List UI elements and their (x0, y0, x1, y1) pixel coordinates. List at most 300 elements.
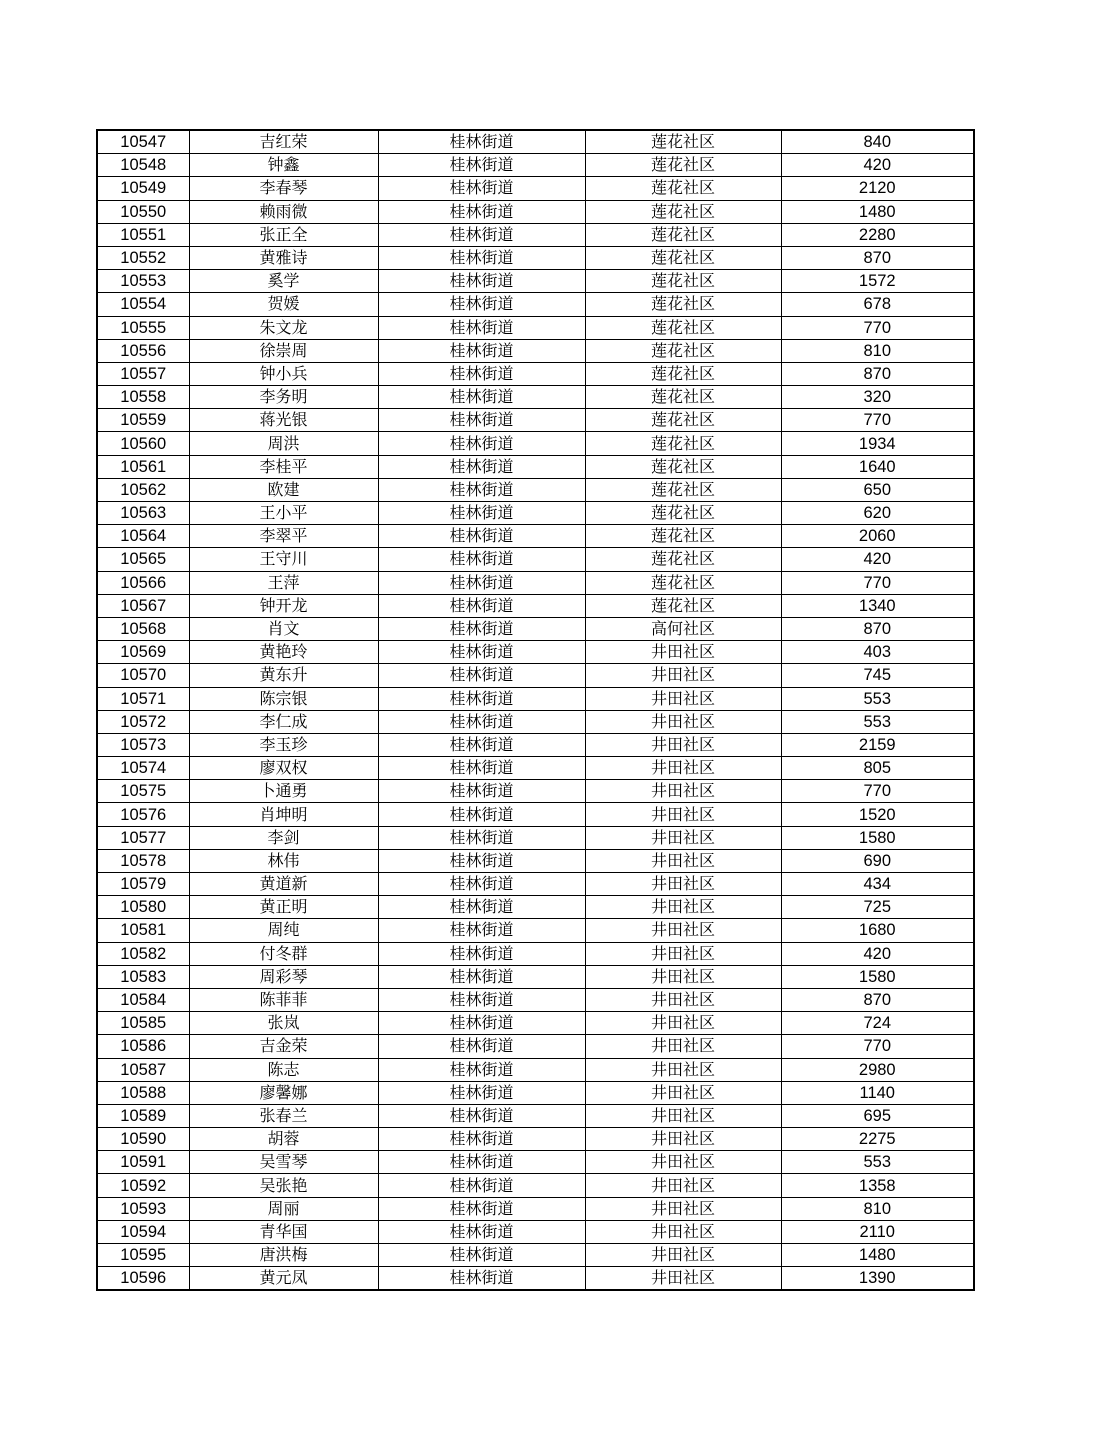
record-id-cell: 10574 (97, 757, 189, 780)
name-cell: 廖双权 (189, 757, 378, 780)
record-id-cell: 10556 (97, 339, 189, 362)
amount-cell: 420 (781, 548, 974, 571)
amount-cell: 1934 (781, 432, 974, 455)
community-cell: 莲花社区 (585, 130, 781, 154)
amount-cell: 553 (781, 687, 974, 710)
record-id-cell: 10566 (97, 571, 189, 594)
table-row (97, 849, 974, 872)
table-row (97, 896, 974, 919)
table-row (97, 780, 974, 803)
amount-cell: 2120 (781, 177, 974, 200)
amount-cell: 2060 (781, 525, 974, 548)
amount-cell: 1480 (781, 200, 974, 223)
table-row (97, 1012, 974, 1035)
record-id-cell: 10550 (97, 200, 189, 223)
name-cell: 黄东升 (189, 664, 378, 687)
street-cell: 桂林街道 (378, 478, 585, 501)
community-cell: 井田社区 (585, 1104, 781, 1127)
name-cell: 吴张艳 (189, 1174, 378, 1197)
street-cell: 桂林街道 (378, 246, 585, 269)
street-cell: 桂林街道 (378, 502, 585, 525)
community-cell: 莲花社区 (585, 177, 781, 200)
amount-cell: 745 (781, 664, 974, 687)
name-cell: 李剑 (189, 826, 378, 849)
record-id-cell: 10593 (97, 1197, 189, 1220)
record-id-cell: 10594 (97, 1220, 189, 1243)
community-cell: 井田社区 (585, 965, 781, 988)
community-cell: 井田社区 (585, 988, 781, 1011)
street-cell: 桂林街道 (378, 525, 585, 548)
record-id-cell: 10569 (97, 641, 189, 664)
community-cell: 莲花社区 (585, 432, 781, 455)
community-cell: 莲花社区 (585, 594, 781, 617)
community-cell: 井田社区 (585, 942, 781, 965)
street-cell: 桂林街道 (378, 826, 585, 849)
amount-cell: 553 (781, 1151, 974, 1174)
amount-cell: 870 (781, 617, 974, 640)
amount-cell: 2275 (781, 1128, 974, 1151)
amount-cell: 678 (781, 293, 974, 316)
table-row (97, 571, 974, 594)
community-cell: 井田社区 (585, 1081, 781, 1104)
community-cell: 高何社区 (585, 617, 781, 640)
community-cell: 莲花社区 (585, 478, 781, 501)
amount-cell: 1640 (781, 455, 974, 478)
record-id-cell: 10585 (97, 1012, 189, 1035)
community-cell: 莲花社区 (585, 293, 781, 316)
community-cell: 井田社区 (585, 1058, 781, 1081)
street-cell: 桂林街道 (378, 1197, 585, 1220)
street-cell: 桂林街道 (378, 710, 585, 733)
street-cell: 桂林街道 (378, 1081, 585, 1104)
name-cell: 黄艳玲 (189, 641, 378, 664)
community-cell: 井田社区 (585, 641, 781, 664)
street-cell: 桂林街道 (378, 1267, 585, 1291)
street-cell: 桂林街道 (378, 200, 585, 223)
name-cell: 黄雅诗 (189, 246, 378, 269)
amount-cell: 1358 (781, 1174, 974, 1197)
table-row (97, 293, 974, 316)
table-row (97, 432, 974, 455)
street-cell: 桂林街道 (378, 896, 585, 919)
community-cell: 井田社区 (585, 1035, 781, 1058)
record-id-cell: 10547 (97, 130, 189, 154)
record-id-cell: 10575 (97, 780, 189, 803)
amount-cell: 320 (781, 386, 974, 409)
community-cell: 莲花社区 (585, 246, 781, 269)
street-cell: 桂林街道 (378, 687, 585, 710)
name-cell: 陈宗银 (189, 687, 378, 710)
street-cell: 桂林街道 (378, 1058, 585, 1081)
name-cell: 林伟 (189, 849, 378, 872)
name-cell: 王小平 (189, 502, 378, 525)
table-row (97, 1035, 974, 1058)
record-id-cell: 10570 (97, 664, 189, 687)
street-cell: 桂林街道 (378, 942, 585, 965)
amount-cell: 650 (781, 478, 974, 501)
street-cell: 桂林街道 (378, 1104, 585, 1127)
name-cell: 张岚 (189, 1012, 378, 1035)
street-cell: 桂林街道 (378, 919, 585, 942)
amount-cell: 420 (781, 154, 974, 177)
record-id-cell: 10590 (97, 1128, 189, 1151)
table-row (97, 200, 974, 223)
community-cell: 井田社区 (585, 1197, 781, 1220)
name-cell: 李翠平 (189, 525, 378, 548)
amount-cell: 870 (781, 246, 974, 269)
record-id-cell: 10555 (97, 316, 189, 339)
name-cell: 朱文龙 (189, 316, 378, 339)
name-cell: 吉红荣 (189, 130, 378, 154)
amount-cell: 1480 (781, 1244, 974, 1267)
name-cell: 王守川 (189, 548, 378, 571)
table-row (97, 617, 974, 640)
community-cell: 井田社区 (585, 1012, 781, 1035)
name-cell: 赖雨微 (189, 200, 378, 223)
name-cell: 蒋光银 (189, 409, 378, 432)
community-cell: 莲花社区 (585, 200, 781, 223)
amount-cell: 434 (781, 873, 974, 896)
table-row (97, 409, 974, 432)
street-cell: 桂林街道 (378, 386, 585, 409)
table-row (97, 246, 974, 269)
community-cell: 莲花社区 (585, 339, 781, 362)
table-row (97, 733, 974, 756)
table-row (97, 919, 974, 942)
record-id-cell: 10572 (97, 710, 189, 733)
street-cell: 桂林街道 (378, 965, 585, 988)
record-id-cell: 10562 (97, 478, 189, 501)
name-cell: 欧建 (189, 478, 378, 501)
name-cell: 黄元凤 (189, 1267, 378, 1291)
record-id-cell: 10595 (97, 1244, 189, 1267)
table-row (97, 1220, 974, 1243)
amount-cell: 2980 (781, 1058, 974, 1081)
amount-cell: 805 (781, 757, 974, 780)
name-cell: 肖坤明 (189, 803, 378, 826)
name-cell: 陈志 (189, 1058, 378, 1081)
amount-cell: 620 (781, 502, 974, 525)
community-cell: 莲花社区 (585, 316, 781, 339)
record-id-cell: 10564 (97, 525, 189, 548)
community-cell: 井田社区 (585, 780, 781, 803)
community-cell: 井田社区 (585, 896, 781, 919)
record-id-cell: 10565 (97, 548, 189, 571)
amount-cell: 770 (781, 316, 974, 339)
amount-cell: 770 (781, 409, 974, 432)
name-cell: 徐崇周 (189, 339, 378, 362)
name-cell: 钟开龙 (189, 594, 378, 617)
amount-cell: 724 (781, 1012, 974, 1035)
table-row (97, 1081, 974, 1104)
amount-cell: 1680 (781, 919, 974, 942)
street-cell: 桂林街道 (378, 803, 585, 826)
community-cell: 井田社区 (585, 687, 781, 710)
amount-cell: 1340 (781, 594, 974, 617)
table-row (97, 965, 974, 988)
record-id-cell: 10589 (97, 1104, 189, 1127)
name-cell: 李桂平 (189, 455, 378, 478)
table-row (97, 826, 974, 849)
name-cell: 奚学 (189, 270, 378, 293)
community-cell: 莲花社区 (585, 362, 781, 385)
name-cell: 肖文 (189, 617, 378, 640)
street-cell: 桂林街道 (378, 571, 585, 594)
table-row (97, 130, 974, 154)
amount-cell: 1390 (781, 1267, 974, 1291)
name-cell: 张正全 (189, 223, 378, 246)
community-cell: 井田社区 (585, 1244, 781, 1267)
record-id-cell: 10577 (97, 826, 189, 849)
community-cell: 井田社区 (585, 803, 781, 826)
table-row (97, 988, 974, 1011)
name-cell: 廖馨娜 (189, 1081, 378, 1104)
community-cell: 莲花社区 (585, 525, 781, 548)
table-row (97, 664, 974, 687)
street-cell: 桂林街道 (378, 130, 585, 154)
community-cell: 井田社区 (585, 664, 781, 687)
street-cell: 桂林街道 (378, 409, 585, 432)
record-id-cell: 10578 (97, 849, 189, 872)
community-cell: 莲花社区 (585, 409, 781, 432)
community-cell: 莲花社区 (585, 502, 781, 525)
table-row (97, 1267, 974, 1291)
amount-cell: 1580 (781, 826, 974, 849)
street-cell: 桂林街道 (378, 316, 585, 339)
record-id-cell: 10551 (97, 223, 189, 246)
name-cell: 周洪 (189, 432, 378, 455)
record-id-cell: 10592 (97, 1174, 189, 1197)
street-cell: 桂林街道 (378, 548, 585, 571)
table-row (97, 1244, 974, 1267)
community-cell: 井田社区 (585, 1174, 781, 1197)
table-row (97, 502, 974, 525)
street-cell: 桂林街道 (378, 270, 585, 293)
community-cell: 莲花社区 (585, 571, 781, 594)
table-row (97, 1151, 974, 1174)
street-cell: 桂林街道 (378, 664, 585, 687)
table-row (97, 1197, 974, 1220)
table-row (97, 154, 974, 177)
amount-cell: 770 (781, 1035, 974, 1058)
record-id-cell: 10571 (97, 687, 189, 710)
amount-cell: 840 (781, 130, 974, 154)
community-cell: 井田社区 (585, 849, 781, 872)
community-cell: 井田社区 (585, 757, 781, 780)
street-cell: 桂林街道 (378, 594, 585, 617)
street-cell: 桂林街道 (378, 432, 585, 455)
amount-cell: 1140 (781, 1081, 974, 1104)
table-row (97, 177, 974, 200)
record-id-cell: 10588 (97, 1081, 189, 1104)
community-cell: 莲花社区 (585, 154, 781, 177)
record-id-cell: 10580 (97, 896, 189, 919)
name-cell: 李春琴 (189, 177, 378, 200)
name-cell: 吉金荣 (189, 1035, 378, 1058)
community-cell: 莲花社区 (585, 223, 781, 246)
table-row (97, 641, 974, 664)
name-cell: 卜通勇 (189, 780, 378, 803)
record-id-cell: 10553 (97, 270, 189, 293)
name-cell: 周彩琴 (189, 965, 378, 988)
name-cell: 贺媛 (189, 293, 378, 316)
street-cell: 桂林街道 (378, 154, 585, 177)
table-row (97, 478, 974, 501)
record-id-cell: 10552 (97, 246, 189, 269)
community-cell: 莲花社区 (585, 455, 781, 478)
name-cell: 李玉珍 (189, 733, 378, 756)
community-cell: 井田社区 (585, 710, 781, 733)
table-row (97, 455, 974, 478)
table-body (97, 130, 974, 1290)
table-row (97, 1058, 974, 1081)
table-row (97, 525, 974, 548)
record-id-cell: 10554 (97, 293, 189, 316)
community-cell: 井田社区 (585, 919, 781, 942)
table-row (97, 316, 974, 339)
street-cell: 桂林街道 (378, 223, 585, 246)
name-cell: 李仁成 (189, 710, 378, 733)
name-cell: 青华国 (189, 1220, 378, 1243)
record-id-cell: 10558 (97, 386, 189, 409)
table-row (97, 386, 974, 409)
amount-cell: 553 (781, 710, 974, 733)
name-cell: 胡蓉 (189, 1128, 378, 1151)
amount-cell: 420 (781, 942, 974, 965)
community-cell: 井田社区 (585, 1128, 781, 1151)
amount-cell: 1572 (781, 270, 974, 293)
amount-cell: 725 (781, 896, 974, 919)
record-id-cell: 10548 (97, 154, 189, 177)
amount-cell: 2159 (781, 733, 974, 756)
record-id-cell: 10560 (97, 432, 189, 455)
street-cell: 桂林街道 (378, 733, 585, 756)
record-id-cell: 10557 (97, 362, 189, 385)
community-cell: 莲花社区 (585, 270, 781, 293)
record-id-cell: 10576 (97, 803, 189, 826)
record-id-cell: 10568 (97, 617, 189, 640)
table-row (97, 594, 974, 617)
community-cell: 井田社区 (585, 733, 781, 756)
table-row (97, 339, 974, 362)
community-cell: 井田社区 (585, 1267, 781, 1291)
amount-cell: 1580 (781, 965, 974, 988)
name-cell: 张春兰 (189, 1104, 378, 1127)
street-cell: 桂林街道 (378, 849, 585, 872)
street-cell: 桂林街道 (378, 988, 585, 1011)
name-cell: 钟鑫 (189, 154, 378, 177)
name-cell: 吴雪琴 (189, 1151, 378, 1174)
street-cell: 桂林街道 (378, 339, 585, 362)
name-cell: 黄道新 (189, 873, 378, 896)
street-cell: 桂林街道 (378, 873, 585, 896)
record-id-cell: 10549 (97, 177, 189, 200)
record-id-cell: 10586 (97, 1035, 189, 1058)
table-row (97, 687, 974, 710)
table-row (97, 1128, 974, 1151)
data-table (96, 129, 975, 1291)
street-cell: 桂林街道 (378, 1151, 585, 1174)
community-cell: 井田社区 (585, 1151, 781, 1174)
record-id-cell: 10583 (97, 965, 189, 988)
street-cell: 桂林街道 (378, 362, 585, 385)
name-cell: 陈菲菲 (189, 988, 378, 1011)
street-cell: 桂林街道 (378, 455, 585, 478)
amount-cell: 870 (781, 362, 974, 385)
record-id-cell: 10584 (97, 988, 189, 1011)
table-row (97, 362, 974, 385)
record-id-cell: 10563 (97, 502, 189, 525)
record-id-cell: 10596 (97, 1267, 189, 1291)
table-row (97, 223, 974, 246)
table-row (97, 942, 974, 965)
amount-cell: 810 (781, 339, 974, 362)
street-cell: 桂林街道 (378, 177, 585, 200)
street-cell: 桂林街道 (378, 1128, 585, 1151)
table-row (97, 873, 974, 896)
record-id-cell: 10567 (97, 594, 189, 617)
name-cell: 唐洪梅 (189, 1244, 378, 1267)
street-cell: 桂林街道 (378, 1174, 585, 1197)
name-cell: 李务明 (189, 386, 378, 409)
record-id-cell: 10559 (97, 409, 189, 432)
community-cell: 莲花社区 (585, 548, 781, 571)
table-row (97, 757, 974, 780)
record-id-cell: 10581 (97, 919, 189, 942)
amount-cell: 1520 (781, 803, 974, 826)
amount-cell: 770 (781, 571, 974, 594)
name-cell: 周丽 (189, 1197, 378, 1220)
table-row (97, 1104, 974, 1127)
street-cell: 桂林街道 (378, 617, 585, 640)
street-cell: 桂林街道 (378, 1244, 585, 1267)
name-cell: 王萍 (189, 571, 378, 594)
name-cell: 周纯 (189, 919, 378, 942)
table-row (97, 1174, 974, 1197)
street-cell: 桂林街道 (378, 780, 585, 803)
amount-cell: 870 (781, 988, 974, 1011)
street-cell: 桂林街道 (378, 1220, 585, 1243)
community-cell: 井田社区 (585, 826, 781, 849)
amount-cell: 2110 (781, 1220, 974, 1243)
record-id-cell: 10561 (97, 455, 189, 478)
amount-cell: 695 (781, 1104, 974, 1127)
street-cell: 桂林街道 (378, 1035, 585, 1058)
street-cell: 桂林街道 (378, 293, 585, 316)
table-row (97, 710, 974, 733)
amount-cell: 810 (781, 1197, 974, 1220)
record-id-cell: 10591 (97, 1151, 189, 1174)
record-id-cell: 10579 (97, 873, 189, 896)
amount-cell: 770 (781, 780, 974, 803)
community-cell: 莲花社区 (585, 386, 781, 409)
street-cell: 桂林街道 (378, 641, 585, 664)
amount-cell: 403 (781, 641, 974, 664)
record-id-cell: 10587 (97, 1058, 189, 1081)
name-cell: 黄正明 (189, 896, 378, 919)
table-row (97, 548, 974, 571)
record-id-cell: 10582 (97, 942, 189, 965)
amount-cell: 690 (781, 849, 974, 872)
community-cell: 井田社区 (585, 1220, 781, 1243)
name-cell: 钟小兵 (189, 362, 378, 385)
community-cell: 井田社区 (585, 873, 781, 896)
street-cell: 桂林街道 (378, 1012, 585, 1035)
record-id-cell: 10573 (97, 733, 189, 756)
amount-cell: 2280 (781, 223, 974, 246)
table-row (97, 803, 974, 826)
name-cell: 付冬群 (189, 942, 378, 965)
